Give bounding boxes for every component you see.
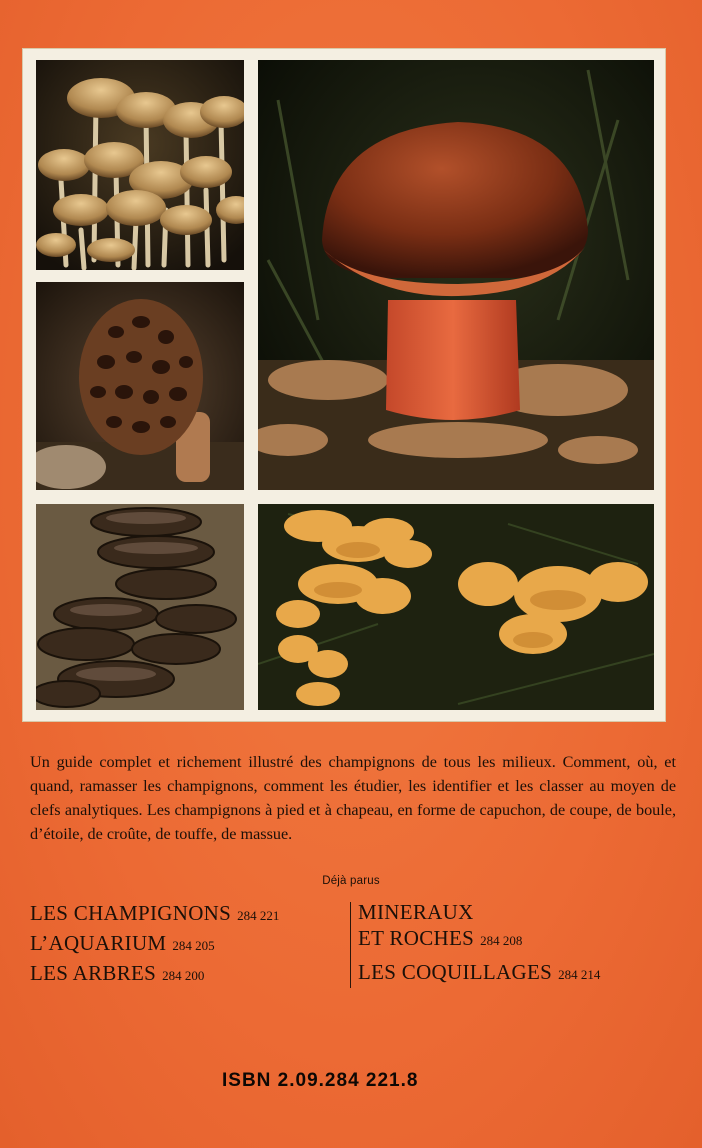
series-title-number: 284 205 (172, 938, 215, 953)
photo-chanterelles (258, 504, 654, 710)
series-title-number: 284 208 (480, 933, 523, 948)
already-published-label: Déjà parus (322, 875, 380, 887)
photo-mushroom-cluster (36, 60, 244, 270)
series-title-item (358, 952, 670, 986)
series-title-number: 284 200 (162, 968, 205, 983)
series-title-number: 284 221 (237, 908, 280, 923)
series-title-name: LES COQUILLAGES (358, 960, 553, 984)
book-description: Un guide complet et richement illustré des champignons de tous les milieux. Comment, où, et quand, ramasser les champignons, comment les étudier, les identifier et les classer au moyen de clefs analytiques. Les champignons à pied et à chapeau, en forme de capuchon, de coupe, de boule, d’étoile, de croûte, de touffe, de massue. (30, 753, 676, 843)
series-title-name: LES ARBRES (30, 961, 157, 985)
series-title-name: LES CHAMPIGNONS (30, 901, 232, 925)
series-title-name: L’AQUARIUM (30, 931, 167, 955)
series-title-item (358, 926, 670, 952)
series-titles-right-column (358, 898, 670, 986)
series-titles (30, 898, 670, 988)
series-title-name: MINERAUX (358, 900, 474, 924)
photo-morel (36, 282, 244, 490)
series-titles-left-column (30, 898, 348, 988)
column-divider (350, 902, 351, 988)
photo-bolete (258, 60, 654, 490)
series-title-item (30, 898, 348, 928)
photo-oyster-mushrooms (36, 504, 244, 710)
series-title-name: ET ROCHES (358, 926, 475, 950)
series-title-item (30, 928, 348, 958)
photo-collage-frame (22, 48, 666, 722)
series-title-number: 284 214 (558, 967, 601, 982)
series-title-item (30, 958, 348, 988)
isbn-number: ISBN 2.09.284 221.8 (222, 1070, 419, 1091)
